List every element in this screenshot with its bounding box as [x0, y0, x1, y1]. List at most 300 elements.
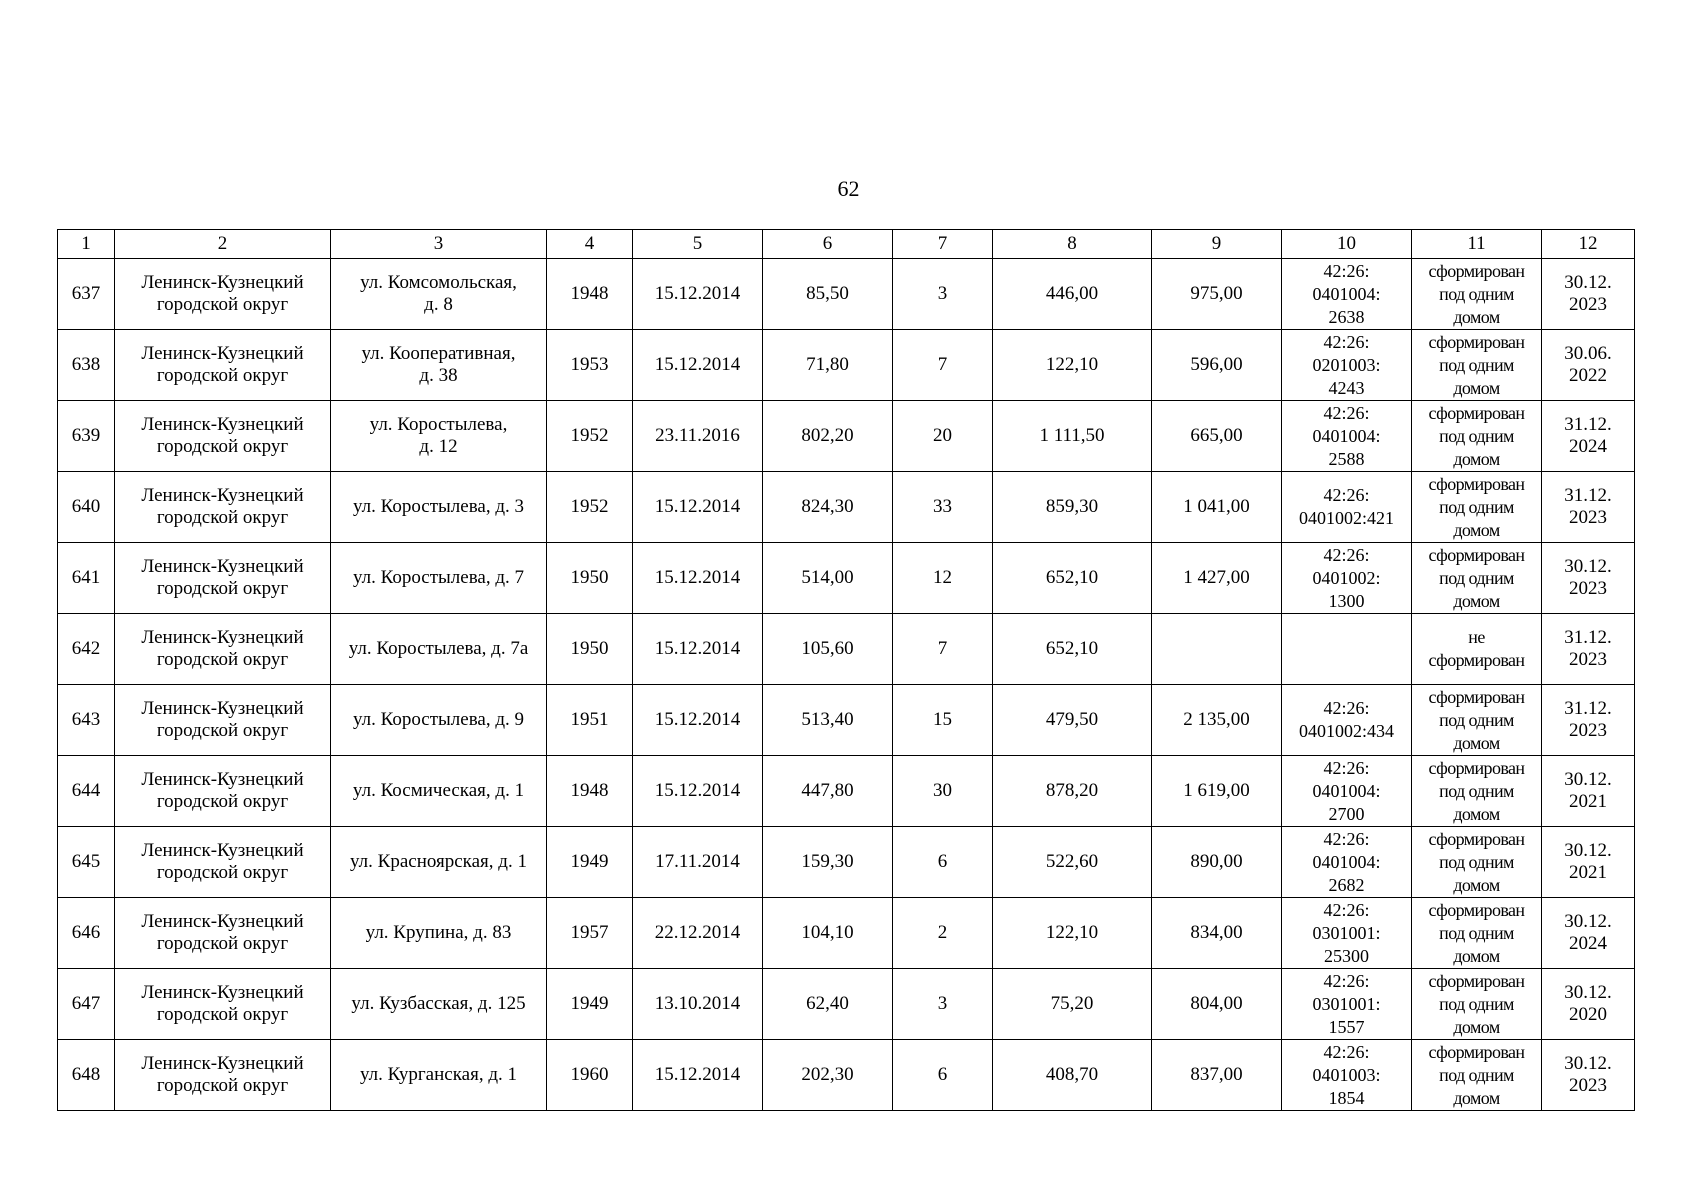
land-area-cell: 596,00 — [1152, 330, 1282, 401]
land-status-cell — [1412, 330, 1542, 401]
land-status-line: сформирован — [1428, 402, 1525, 423]
area-total-cell: 1 111,50 — [993, 401, 1152, 472]
land-status-line: домом — [1453, 377, 1500, 398]
address-cell — [331, 969, 547, 1040]
land-area-cell: 837,00 — [1152, 1040, 1282, 1111]
column-header: 12 — [1542, 230, 1635, 259]
cadastral-number-cell — [1282, 259, 1412, 330]
cadastral-number-line: 2588 — [1328, 448, 1365, 469]
deadline-line: 2023 — [1569, 507, 1607, 528]
table-row — [58, 330, 1635, 401]
table-row — [58, 472, 1635, 543]
cadastral-number-line: 42:26: — [1323, 828, 1370, 849]
cadastral-number-line: 42:26: — [1323, 899, 1370, 920]
municipality-line: городской округ — [156, 791, 289, 812]
municipality-line: городской округ — [156, 649, 289, 670]
page-number: 62 — [837, 176, 860, 201]
year-cell: 1951 — [547, 685, 633, 756]
area-total-cell: 408,70 — [993, 1040, 1152, 1111]
municipality-line: Ленинск-Кузнецкий — [141, 556, 304, 577]
land-status-line: домом — [1453, 874, 1500, 895]
deadline-line: 30.12. — [1564, 1053, 1612, 1074]
land-area-cell: 1 427,00 — [1152, 543, 1282, 614]
date-cell: 13.10.2014 — [633, 969, 763, 1040]
year-cell: 1948 — [547, 259, 633, 330]
land-status-line: под одним — [1439, 1064, 1514, 1085]
municipality-line: городской округ — [156, 436, 289, 457]
area-total-cell: 652,10 — [993, 543, 1152, 614]
municipality-line: Ленинск-Кузнецкий — [141, 769, 304, 790]
area-total-cell: 652,10 — [993, 614, 1152, 685]
table-body — [58, 259, 1635, 1111]
municipality-line: Ленинск-Кузнецкий — [141, 1053, 304, 1074]
deadline-cell — [1542, 1040, 1635, 1111]
date-cell: 22.12.2014 — [633, 898, 763, 969]
row-number-cell: 645 — [58, 827, 115, 898]
land-status-cell — [1412, 898, 1542, 969]
deadline-line: 2020 — [1569, 1004, 1607, 1025]
deadline-line: 30.12. — [1564, 556, 1612, 577]
cadastral-number-line: 0401004: — [1312, 780, 1381, 801]
count-cell: 33 — [893, 472, 993, 543]
row-number-cell: 640 — [58, 472, 115, 543]
address-cell — [331, 330, 547, 401]
municipality-line: Ленинск-Кузнецкий — [141, 982, 304, 1003]
row-number-cell: 644 — [58, 756, 115, 827]
cadastral-number-line: 42:26: — [1323, 544, 1370, 565]
deadline-line: 2023 — [1569, 294, 1607, 315]
deadline-cell — [1542, 401, 1635, 472]
municipality-cell — [115, 827, 331, 898]
municipality-cell — [115, 969, 331, 1040]
count-cell: 12 — [893, 543, 993, 614]
row-number-cell: 647 — [58, 969, 115, 1040]
area-total-cell: 479,50 — [993, 685, 1152, 756]
table-row — [58, 756, 1635, 827]
municipality-line: городской округ — [156, 578, 289, 599]
count-cell: 30 — [893, 756, 993, 827]
table-row — [58, 401, 1635, 472]
count-cell: 3 — [893, 259, 993, 330]
table-row — [58, 898, 1635, 969]
deadline-line: 30.12. — [1564, 982, 1612, 1003]
deadline-line: 2021 — [1569, 791, 1607, 812]
municipality-line: Ленинск-Кузнецкий — [141, 840, 304, 861]
address-cell — [331, 756, 547, 827]
column-header: 5 — [633, 230, 763, 259]
address-line: ул. Кооперативная, — [361, 343, 516, 364]
land-status-line: под одним — [1439, 283, 1514, 304]
cadastral-number-line: 2682 — [1328, 874, 1365, 895]
cadastral-number-line: 25300 — [1324, 945, 1369, 966]
column-header: 4 — [547, 230, 633, 259]
date-cell: 15.12.2014 — [633, 330, 763, 401]
area-total-cell: 122,10 — [993, 898, 1152, 969]
land-status-line: домом — [1453, 945, 1500, 966]
address-line: ул. Коростылева, д. 7 — [352, 567, 525, 588]
land-status-cell — [1412, 259, 1542, 330]
year-cell: 1950 — [547, 614, 633, 685]
municipality-cell — [115, 685, 331, 756]
date-cell: 15.12.2014 — [633, 1040, 763, 1111]
cadastral-number-cell — [1282, 969, 1412, 1040]
land-status-line: домом — [1453, 448, 1500, 469]
cadastral-number-line: 42:26: — [1323, 1041, 1370, 1062]
address-cell — [331, 898, 547, 969]
land-status-line: под одним — [1439, 922, 1514, 943]
address-line: д. 8 — [424, 294, 453, 315]
land-status-cell — [1412, 472, 1542, 543]
address-line: ул. Крупина, д. 83 — [365, 922, 512, 943]
column-header: 8 — [993, 230, 1152, 259]
cadastral-number-line: 42:26: — [1323, 698, 1370, 718]
address-line: ул. Коростылева, — [369, 414, 508, 435]
table-row — [58, 259, 1635, 330]
land-status-cell — [1412, 756, 1542, 827]
cadastral-number-line: 0401004: — [1312, 283, 1381, 304]
cadastral-number-line: 0401004: — [1312, 851, 1381, 872]
land-area-cell: 890,00 — [1152, 827, 1282, 898]
deadline-cell — [1542, 472, 1635, 543]
count-cell: 7 — [893, 614, 993, 685]
cadastral-number-cell — [1282, 401, 1412, 472]
deadline-line: 2022 — [1569, 365, 1607, 386]
land-area-cell: 2 135,00 — [1152, 685, 1282, 756]
land-status-line: под одним — [1439, 496, 1514, 517]
row-number-cell: 641 — [58, 543, 115, 614]
address-line: ул. Космическая, д. 1 — [352, 780, 525, 801]
cadastral-number-cell — [1282, 543, 1412, 614]
area-total-cell: 446,00 — [993, 259, 1152, 330]
date-cell: 15.12.2014 — [633, 685, 763, 756]
deadline-line: 30.12. — [1564, 272, 1612, 293]
land-status-line: сформирован — [1428, 899, 1525, 920]
municipality-cell — [115, 543, 331, 614]
row-number-cell: 646 — [58, 898, 115, 969]
area-total-cell: 522,60 — [993, 827, 1152, 898]
row-number-cell: 637 — [58, 259, 115, 330]
land-status-cell — [1412, 685, 1542, 756]
address-line: ул. Коростылева, д. 7а — [348, 638, 529, 659]
deadline-line: 2023 — [1569, 720, 1607, 741]
year-cell: 1949 — [547, 827, 633, 898]
row-number-cell: 639 — [58, 401, 115, 472]
address-cell — [331, 614, 547, 685]
address-line: ул. Красноярская, д. 1 — [350, 851, 527, 872]
year-cell: 1949 — [547, 969, 633, 1040]
land-area-cell: 975,00 — [1152, 259, 1282, 330]
land-status-line: домом — [1453, 306, 1500, 327]
land-status-line: домом — [1453, 590, 1500, 611]
row-number-cell: 638 — [58, 330, 115, 401]
cadastral-number-cell — [1282, 330, 1412, 401]
deadline-cell — [1542, 756, 1635, 827]
deadline-line: 2024 — [1569, 436, 1607, 457]
land-status-line: под одним — [1439, 851, 1514, 872]
row-number-cell: 643 — [58, 685, 115, 756]
address-line: ул. Коростылева, д. 3 — [352, 496, 525, 517]
municipality-line: Ленинск-Кузнецкий — [141, 485, 304, 506]
year-cell: 1953 — [547, 330, 633, 401]
municipality-cell — [115, 898, 331, 969]
deadline-line: 2021 — [1569, 862, 1607, 883]
date-cell: 23.11.2016 — [633, 401, 763, 472]
land-status-cell — [1412, 543, 1542, 614]
land-status-line: домом — [1453, 1087, 1500, 1108]
date-cell: 15.12.2014 — [633, 614, 763, 685]
cadastral-number-line: 42:26: — [1323, 485, 1370, 505]
land-status-line: сформирован — [1428, 828, 1525, 849]
column-header: 3 — [331, 230, 547, 259]
deadline-line: 30.12. — [1564, 769, 1612, 790]
area-cell: 105,60 — [763, 614, 893, 685]
area-cell: 202,30 — [763, 1040, 893, 1111]
count-cell: 20 — [893, 401, 993, 472]
column-number-row — [58, 230, 1635, 259]
land-status-line: сформирован — [1428, 686, 1525, 707]
year-cell: 1957 — [547, 898, 633, 969]
date-cell: 17.11.2014 — [633, 827, 763, 898]
deadline-line: 2023 — [1569, 649, 1607, 670]
deadline-line: 31.12. — [1564, 627, 1612, 648]
land-area-cell: 834,00 — [1152, 898, 1282, 969]
cadastral-number-cell — [1282, 685, 1412, 756]
address-cell — [331, 543, 547, 614]
deadline-cell — [1542, 685, 1635, 756]
deadline-line: 2024 — [1569, 933, 1607, 954]
land-status-line: домом — [1453, 732, 1500, 753]
count-cell: 15 — [893, 685, 993, 756]
land-area-cell: 804,00 — [1152, 969, 1282, 1040]
land-status-line: под одним — [1439, 780, 1514, 801]
table-row — [58, 827, 1635, 898]
municipality-line: Ленинск-Кузнецкий — [141, 911, 304, 932]
municipality-line: городской округ — [156, 862, 289, 883]
address-cell — [331, 472, 547, 543]
municipality-line: Ленинск-Кузнецкий — [141, 272, 304, 293]
cadastral-number-line: 1300 — [1328, 590, 1365, 611]
municipality-cell — [115, 401, 331, 472]
municipality-line: Ленинск-Кузнецкий — [141, 698, 304, 719]
land-status-line: сформирован — [1428, 650, 1525, 670]
area-cell: 802,20 — [763, 401, 893, 472]
land-area-cell: 1 619,00 — [1152, 756, 1282, 827]
date-cell: 15.12.2014 — [633, 259, 763, 330]
cadastral-number-cell — [1282, 898, 1412, 969]
municipality-cell — [115, 259, 331, 330]
deadline-line: 2023 — [1569, 1075, 1607, 1096]
year-cell: 1952 — [547, 472, 633, 543]
land-status-line: сформирован — [1428, 331, 1525, 352]
deadline-cell — [1542, 259, 1635, 330]
municipality-line: городской округ — [156, 365, 289, 386]
land-status-line: под одним — [1439, 425, 1514, 446]
year-cell: 1960 — [547, 1040, 633, 1111]
municipality-line: городской округ — [156, 1004, 289, 1025]
cadastral-number-line: 1557 — [1328, 1016, 1365, 1037]
land-status-line: домом — [1453, 519, 1500, 540]
count-cell: 7 — [893, 330, 993, 401]
address-cell — [331, 259, 547, 330]
column-header: 6 — [763, 230, 893, 259]
municipality-cell — [115, 1040, 331, 1111]
municipality-cell — [115, 472, 331, 543]
year-cell: 1952 — [547, 401, 633, 472]
area-cell: 85,50 — [763, 259, 893, 330]
municipality-cell — [115, 756, 331, 827]
address-line: ул. Коростылева, д. 9 — [352, 709, 525, 730]
land-area-cell: 1 041,00 — [1152, 472, 1282, 543]
area-cell: 62,40 — [763, 969, 893, 1040]
deadline-cell — [1542, 898, 1635, 969]
municipality-line: Ленинск-Кузнецкий — [141, 343, 304, 364]
area-cell: 104,10 — [763, 898, 893, 969]
address-line: ул. Курганская, д. 1 — [359, 1064, 517, 1085]
area-cell: 159,30 — [763, 827, 893, 898]
deadline-cell — [1542, 969, 1635, 1040]
land-status-cell — [1412, 401, 1542, 472]
deadline-line: 2023 — [1569, 578, 1607, 599]
cadastral-number-line: 0401002:434 — [1298, 721, 1394, 741]
land-status-cell — [1412, 614, 1542, 685]
area-cell: 513,40 — [763, 685, 893, 756]
land-status-line: сформирован — [1428, 1041, 1525, 1062]
area-total-cell: 859,30 — [993, 472, 1152, 543]
municipality-line: городской округ — [156, 933, 289, 954]
address-line: ул. Кузбасская, д. 125 — [351, 993, 526, 1014]
deadline-line: 31.12. — [1564, 414, 1612, 435]
cadastral-number-line: 0301001: — [1312, 922, 1381, 943]
count-cell: 3 — [893, 969, 993, 1040]
area-cell: 71,80 — [763, 330, 893, 401]
land-area-cell — [1152, 614, 1282, 685]
count-cell: 6 — [893, 827, 993, 898]
municipality-line: городской округ — [156, 294, 289, 315]
municipality-cell — [115, 330, 331, 401]
area-total-cell: 878,20 — [993, 756, 1152, 827]
area-total-cell: 75,20 — [993, 969, 1152, 1040]
deadline-cell — [1542, 330, 1635, 401]
table-row — [58, 969, 1635, 1040]
cadastral-number-line: 42:26: — [1323, 260, 1370, 281]
land-status-cell — [1412, 1040, 1542, 1111]
date-cell: 15.12.2014 — [633, 543, 763, 614]
date-cell: 15.12.2014 — [633, 756, 763, 827]
address-cell — [331, 827, 547, 898]
land-status-line: под одним — [1439, 354, 1514, 375]
address-cell — [331, 401, 547, 472]
cadastral-number-line: 0201003: — [1312, 354, 1381, 375]
table-row — [58, 543, 1635, 614]
land-area-cell: 665,00 — [1152, 401, 1282, 472]
land-status-cell — [1412, 969, 1542, 1040]
count-cell: 2 — [893, 898, 993, 969]
municipality-line: городской округ — [156, 507, 289, 528]
area-total-cell: 122,10 — [993, 330, 1152, 401]
cadastral-number-line: 42:26: — [1323, 757, 1370, 778]
municipality-line: городской округ — [156, 720, 289, 741]
municipality-line: Ленинск-Кузнецкий — [141, 627, 304, 648]
land-status-line: сформирован — [1428, 544, 1525, 565]
address-line: д. 38 — [419, 365, 458, 386]
cadastral-number-cell — [1282, 756, 1412, 827]
area-cell: 514,00 — [763, 543, 893, 614]
address-cell — [331, 1040, 547, 1111]
deadline-cell — [1542, 543, 1635, 614]
column-header: 1 — [58, 230, 115, 259]
cadastral-number-cell — [1282, 614, 1412, 685]
housing-register-table — [57, 229, 1635, 1111]
cadastral-number-line: 1854 — [1328, 1087, 1365, 1108]
cadastral-number-line: 42:26: — [1323, 402, 1370, 423]
cadastral-number-line: 42:26: — [1323, 331, 1370, 352]
address-line: ул. Комсомольская, — [360, 272, 517, 293]
municipality-line: Ленинск-Кузнецкий — [141, 414, 304, 435]
cadastral-number-line: 4243 — [1328, 377, 1365, 398]
deadline-line: 31.12. — [1564, 698, 1612, 719]
municipality-line: городской округ — [156, 1075, 289, 1096]
municipality-cell — [115, 614, 331, 685]
date-cell: 15.12.2014 — [633, 472, 763, 543]
row-number-cell: 648 — [58, 1040, 115, 1111]
cadastral-number-line: 0401002:421 — [1298, 508, 1394, 528]
year-cell: 1950 — [547, 543, 633, 614]
land-status-line: под одним — [1439, 709, 1514, 730]
deadline-line: 30.06. — [1564, 343, 1612, 364]
land-status-line: домом — [1453, 803, 1500, 824]
count-cell: 6 — [893, 1040, 993, 1111]
cadastral-number-line: 42:26: — [1323, 970, 1370, 991]
land-status-line: не — [1468, 627, 1485, 647]
column-header: 9 — [1152, 230, 1282, 259]
deadline-cell — [1542, 614, 1635, 685]
deadline-line: 30.12. — [1564, 840, 1612, 861]
land-status-line: сформирован — [1428, 473, 1525, 494]
cadastral-number-cell — [1282, 1040, 1412, 1111]
land-status-line: сформирован — [1428, 970, 1525, 991]
cadastral-number-line: 0401003: — [1312, 1064, 1381, 1085]
land-status-line: домом — [1453, 1016, 1500, 1037]
deadline-cell — [1542, 827, 1635, 898]
land-status-cell — [1412, 827, 1542, 898]
table-row — [58, 614, 1635, 685]
row-number-cell: 642 — [58, 614, 115, 685]
area-cell: 447,80 — [763, 756, 893, 827]
cadastral-number-cell — [1282, 827, 1412, 898]
cadastral-number-line: 0401002: — [1312, 567, 1381, 588]
cadastral-number-line: 2700 — [1328, 803, 1365, 824]
column-header: 11 — [1412, 230, 1542, 259]
column-header: 2 — [115, 230, 331, 259]
area-cell: 824,30 — [763, 472, 893, 543]
table-row — [58, 1040, 1635, 1111]
deadline-line: 30.12. — [1564, 911, 1612, 932]
address-cell — [331, 685, 547, 756]
cadastral-number-line: 0401004: — [1312, 425, 1381, 446]
deadline-line: 31.12. — [1564, 485, 1612, 506]
year-cell: 1948 — [547, 756, 633, 827]
land-status-line: под одним — [1439, 993, 1514, 1014]
cadastral-number-cell — [1282, 472, 1412, 543]
land-status-line: сформирован — [1428, 757, 1525, 778]
land-status-line: под одним — [1439, 567, 1514, 588]
address-line: д. 12 — [419, 436, 458, 457]
table-row — [58, 685, 1635, 756]
land-status-line: сформирован — [1428, 260, 1525, 281]
cadastral-number-line: 2638 — [1328, 306, 1365, 327]
column-header: 10 — [1282, 230, 1412, 259]
cadastral-number-line: 0301001: — [1312, 993, 1381, 1014]
